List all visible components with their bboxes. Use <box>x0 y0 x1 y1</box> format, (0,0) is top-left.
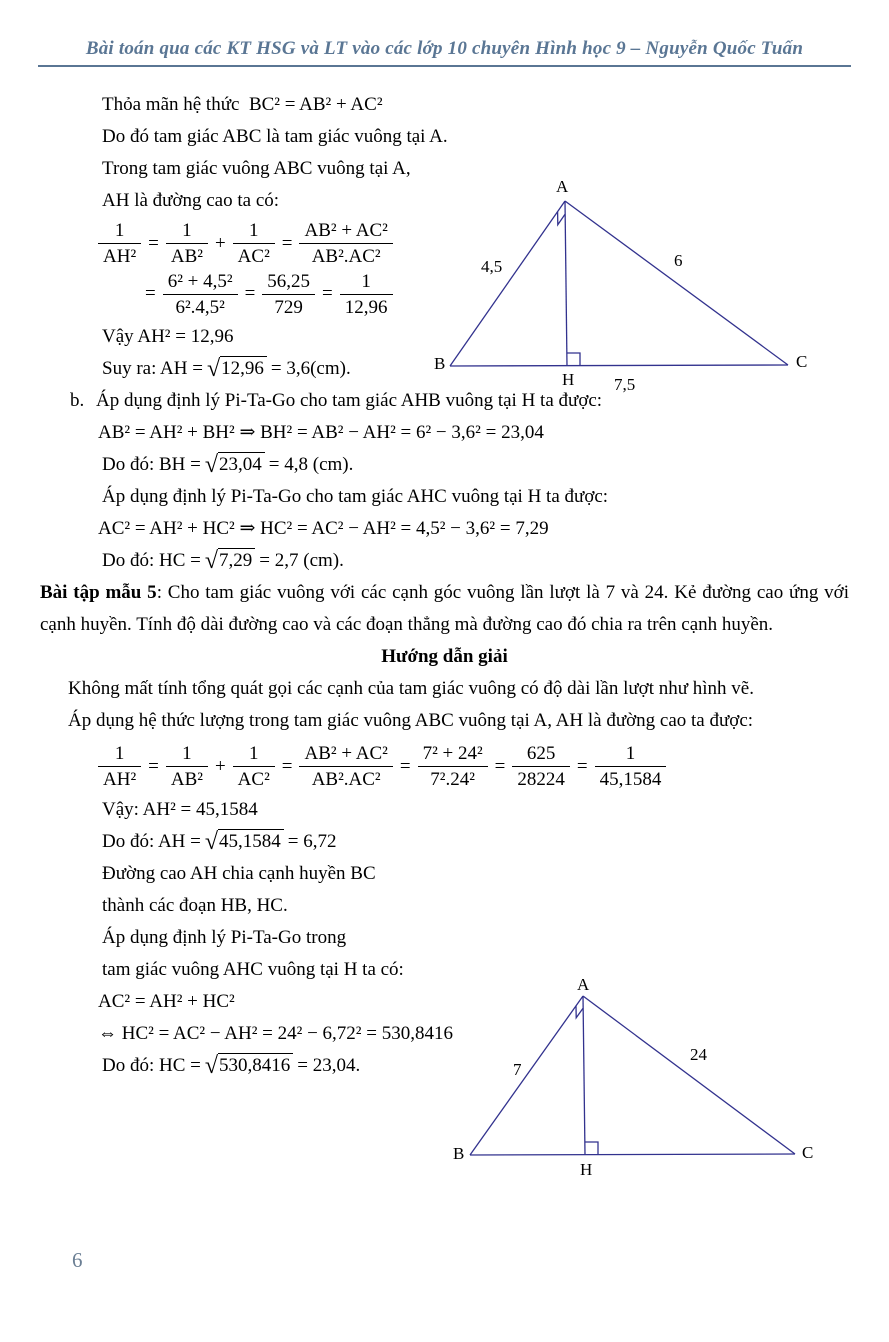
fraction-numerator: AB² + AC² <box>299 220 392 244</box>
fraction-numerator: 1 <box>166 220 208 244</box>
text: = 4,8 (cm). <box>268 454 354 476</box>
fraction-numerator: 1 <box>340 271 393 295</box>
triangle-diagram-1 <box>428 176 887 398</box>
math-equation-line: ⇔ HC² = AC² − AH² = 24² − 6,72² = 530,8416 <box>98 1022 453 1044</box>
operator: = <box>148 755 159 777</box>
fraction-numerator: 1 <box>233 220 275 244</box>
fraction-numerator: AB² + AC² <box>299 743 392 767</box>
fraction <box>233 220 275 268</box>
fraction-numerator: 7² + 24² <box>418 743 488 767</box>
square-root <box>204 828 284 855</box>
square-root <box>204 452 265 479</box>
text-line: tam giác vuông AHC vuông tại H ta có: <box>102 958 404 980</box>
math-sqrt-line <box>40 826 849 858</box>
fraction-numerator: 56,25 <box>262 271 315 295</box>
side-ac-length: 6 <box>674 251 683 270</box>
right-angle-mark-a <box>558 212 566 225</box>
square-root <box>204 548 255 575</box>
vertex-label-c: C <box>802 1143 814 1162</box>
operator: = <box>576 755 588 777</box>
operator: + <box>214 755 226 777</box>
radicand: 7,29 <box>218 548 255 571</box>
math-equation-line: AC² = AH² + HC² <box>98 990 235 1012</box>
fraction <box>166 220 208 268</box>
radicand: 23,04 <box>218 452 265 475</box>
fraction-denominator: AB².AC² <box>311 769 381 791</box>
fraction-denominator: 729 <box>274 296 303 318</box>
operator: = <box>322 283 333 305</box>
fraction-denominator: AB² <box>170 769 203 791</box>
text-line: Do đó tam giác ABC là tam giác vuông tại A. <box>102 126 448 147</box>
fraction <box>595 743 667 791</box>
math-sqrt-line <box>40 545 849 577</box>
text-line <box>40 89 849 121</box>
side-bc-line <box>470 1154 795 1155</box>
fraction-denominator: 45,1584 <box>599 769 662 791</box>
fraction-numerator: 625 <box>512 743 570 767</box>
fraction <box>512 743 570 791</box>
fraction-denominator: 12,96 <box>344 296 388 318</box>
right-angle-mark-a <box>576 1006 583 1018</box>
vertex-label-b: B <box>453 1144 465 1163</box>
fraction-denominator: AC² <box>237 246 270 268</box>
operator: = <box>145 283 156 305</box>
fraction <box>98 743 141 791</box>
fraction-denominator: 7².24² <box>430 769 475 791</box>
side-ac-line <box>583 996 795 1154</box>
vertex-label-a: A <box>577 975 590 994</box>
radical-sign: √ <box>206 356 221 383</box>
right-angle-mark-h <box>567 353 580 366</box>
math-equation-line: AC² = AH² + HC² ⇒ HC² = AC² − AH² = 4,5² − 3,6² = 7,29 <box>98 518 549 540</box>
fraction <box>233 743 275 791</box>
foot-label-h: H <box>580 1160 593 1179</box>
running-header: Bài toán qua các KT HSG và LT vào các lớp 10 chuyên Hình học 9 – Nguyễn Quốc Tuấn <box>85 38 804 59</box>
text: Suy ra: AH = <box>102 358 203 380</box>
fraction <box>299 743 392 791</box>
text: = 23,04. <box>297 1054 361 1076</box>
paragraph: Không mất tính tổng quát gọi các cạnh của tam giác vuông có độ dài lần lượt như hình vẽ. <box>68 678 754 700</box>
operator: = <box>494 755 506 777</box>
text-line: Đường cao AH chia cạnh huyền BC <box>102 862 376 884</box>
fraction-numerator: 1 <box>233 743 275 767</box>
fraction-numerator: 1 <box>98 220 141 244</box>
fraction <box>262 271 315 319</box>
radical-sign: √ <box>204 828 219 855</box>
triangle-diagram-2 <box>450 976 889 1181</box>
solution-heading: Hướng dẫn giải <box>381 646 508 668</box>
math-result-line: Vậy AH² = 12,96 <box>102 326 234 348</box>
operator: = <box>281 232 293 254</box>
side-ab-line <box>450 201 565 366</box>
vertex-label-b: B <box>434 354 446 373</box>
operator: = <box>281 755 293 777</box>
fraction-denominator: 28224 <box>517 769 565 791</box>
fraction <box>299 220 392 268</box>
text: = 3,6(cm). <box>270 358 351 380</box>
text-line: Áp dụng định lý Pi-Ta-Go trong <box>102 926 347 948</box>
side-ab-line <box>470 996 583 1155</box>
text: Do đó: AH = <box>102 830 201 852</box>
equation-reciprocal-ah-numeric <box>40 743 849 791</box>
radical-sign: √ <box>204 452 219 479</box>
item-marker: b. <box>70 390 85 412</box>
text-line: Áp dụng định lý Pi-Ta-Go cho tam giác AHC vuông tại H ta được: <box>102 486 609 508</box>
text: = 6,72 <box>287 830 337 852</box>
fraction-denominator: AB².AC² <box>311 246 381 268</box>
problem-statement <box>40 577 849 641</box>
fraction <box>98 220 141 268</box>
math-equation-line: AB² = AH² + BH² ⇒ BH² = AB² − AH² = 6² − 3,6² = 23,04 <box>98 422 544 444</box>
fraction-numerator: 1 <box>595 743 667 767</box>
radicand: 12,96 <box>220 356 267 379</box>
radicand: 45,1584 <box>218 829 284 852</box>
altitude-ah-line <box>565 201 567 366</box>
fraction <box>163 271 238 319</box>
problem-label: Bài tập mẫu 5 <box>40 582 157 604</box>
fraction-denominator: AB² <box>170 246 203 268</box>
paragraph: Áp dụng hệ thức lượng trong tam giác vuông ABC vuông tại A, AH là đường cao ta được: <box>68 710 754 732</box>
fraction-denominator: AH² <box>103 769 137 791</box>
triangle-figure <box>428 176 887 394</box>
operator: = <box>148 232 159 254</box>
operator: = <box>399 755 411 777</box>
text: Do đó: BH = <box>102 454 201 476</box>
square-root <box>206 356 267 383</box>
right-angle-mark-h <box>585 1142 598 1155</box>
math-sqrt-line <box>40 449 849 481</box>
fraction <box>340 271 393 319</box>
page-number: 6 <box>72 1248 83 1272</box>
text: Do đó: HC = <box>102 550 201 572</box>
text-line: Trong tam giác vuông ABC vuông tại A, <box>102 158 411 179</box>
text: Thỏa mãn hệ thức <box>102 94 240 115</box>
foot-label-h: H <box>562 370 575 389</box>
side-bc-line <box>450 365 788 366</box>
radical-sign: √ <box>204 548 219 575</box>
fraction <box>418 743 488 791</box>
operator: + <box>214 232 226 254</box>
fraction-numerator: 1 <box>98 743 141 767</box>
math-result-line: Vậy: AH² = 45,1584 <box>102 798 258 820</box>
vertex-label-a: A <box>556 177 569 196</box>
fraction-denominator: AH² <box>103 246 137 268</box>
problem-text: : Cho tam giác vuông với các cạnh góc vuông lần lượt là 7 và 24. Kẻ đường cao ứng với cạnh huyền. Tính độ dài đường cao và các đoạn thẳng mà đường cao đó chia ra trên cạnh huyền. <box>40 582 849 636</box>
text: Áp dụng định lý Pi-Ta-Go cho tam giác AHB vuông tại H ta được: <box>96 390 603 412</box>
side-ab-length: 7 <box>513 1060 522 1079</box>
radical-sign: √ <box>204 1052 219 1079</box>
square-root <box>204 1052 293 1079</box>
text: Do đó: HC = <box>102 1054 201 1076</box>
side-ac-length: 24 <box>690 1045 707 1064</box>
radicand: 530,8416 <box>218 1053 293 1076</box>
fraction-denominator: 6².4,5² <box>175 296 225 318</box>
operator: = <box>244 283 256 305</box>
fraction <box>166 743 208 791</box>
vertex-label-c: C <box>796 352 808 371</box>
text-line: AH là đường cao ta có: <box>102 190 280 211</box>
fraction-denominator: AC² <box>237 769 270 791</box>
side-ac-line <box>565 201 788 365</box>
fraction-numerator: 6² + 4,5² <box>163 271 238 295</box>
text: = 2,7 (cm). <box>259 550 344 572</box>
side-ab-length: 4,5 <box>481 257 503 276</box>
fraction-numerator: 1 <box>166 743 208 767</box>
text-line: thành các đoạn HB, HC. <box>102 894 288 916</box>
inline-math: BC² = AB² + AC² <box>248 94 383 115</box>
altitude-ah-line <box>583 996 585 1155</box>
segment-bc-length: 7,5 <box>614 375 636 394</box>
